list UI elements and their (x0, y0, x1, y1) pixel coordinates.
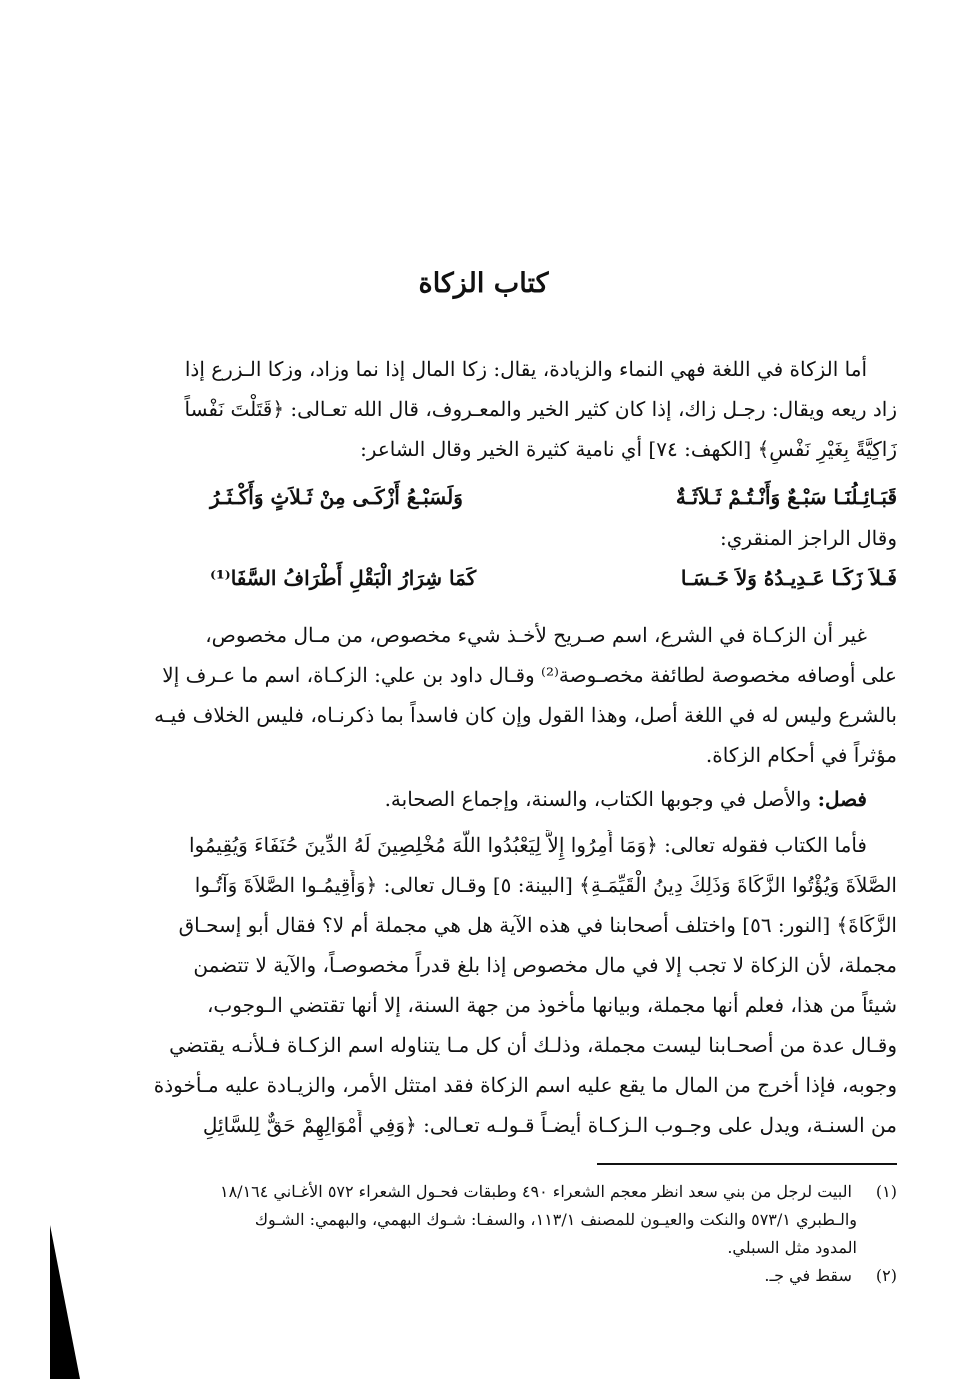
footnote-separator (597, 1163, 897, 1165)
body-line: أما الزكاة في اللغة فهي النماء والزيادة، يقال: زكا المال إذا نما وزاد، وزكا الـزرع إذا (184, 357, 867, 381)
body-line: وقال الراجز المنقري: (720, 526, 897, 550)
footnote-number: (١) (875, 1182, 897, 1201)
footnote-line: والـطبري ٥٧٣/١ والنكت والعيـون للمصنف ١١٣/١، والسفـا: شـوك البهمي، والبهمي: الشـوك (254, 1210, 857, 1229)
body-line: فأما الكتاب فقوله تعالى: ﴿وَمَا أُمِرُوا إِلاَّ لِيَعْبُدُوا اللَّهَ مُخْلِصِينَ لَهُ الدِّينَ حُنَفَاءَ وَيُقِيمُوا (188, 833, 867, 857)
footnote-line (72, 1262, 897, 1290)
footnote-text: سقط في جـ. (764, 1266, 852, 1285)
page-title: كتاب الزكاة (418, 268, 549, 299)
body-line: وجوبه، فإذا أخرج من المال ما يقع عليه اسم الزكاة فقد امتثل الأمر، والزيـادة عليه مـأخوذة (153, 1073, 897, 1097)
body-line: زَاكِيَّةً بِغَيْرِ نَفْسٍ﴾ [الكهف: ٧٤] أي نامية كثيرة الخير وقال الشاعر: (360, 437, 897, 461)
footnote-number: (٢) (875, 1266, 897, 1285)
verse-hemistich: وَلَسَبْـعُ أَزْكَـى مِنْ ثَـلاَثٍ وَأَكْـثَـرُ (210, 485, 463, 509)
body-line: شيئاً من هذا، فعلم أنها مجملة، وبيانها مأخوذ من جهة السنة، إلا أنها تقتضي الـوجوب، (206, 993, 897, 1017)
verse-hemistich: كَمَا شِرَارُ الْبَقْلِ أَطْرَافُ السَّفَا⁽¹⁾ (210, 566, 477, 590)
verse-hemistich: فَـلاَ زَكَـا عَـدِيـدُهُ وَلاَ خَـسَـا (680, 566, 897, 590)
fasl-line (72, 784, 867, 814)
fasl-text: والأصل في وجوبها الكتاب، والسنة، وإجماع الصحابة. (384, 787, 812, 811)
body-line: وقـال عدة من أصحـابنا ليست مجملة، وذلـك أن كل مـا يتناوله اسم الزكـاة فـلأنـه يقتضي (169, 1033, 897, 1057)
fasl-label: فصل: (817, 787, 867, 811)
body-line: مجملة، لأن الزكاة لا تجب إلا في مال مخصوص إذا بلغ قدراً مخصوصـاً، والآية لا تتضمن (193, 953, 897, 977)
verse-hemistich: قَبَـائِـلُنَـا سَبْـعٌ وَأَنْـتُـمْ ثَـلاَثَـةٌ (675, 485, 897, 509)
body-line: بالشرع وليس له في اللغة أصل، وهذا القول وإن كان فاسداً بما ذكرنـاه، فليس الخلاف فيـه (154, 703, 897, 727)
body-line: الصَّلاَةَ وَيُؤْتُوا الزَّكَاةَ وَذَلِكَ دِينُ الْقَيِّمَـةِ﴾ [البينة: ٥] وقـال تعالى: ﴿وَأَقِيمُـوا الصَّلاَةَ وَآتُـوا (194, 873, 897, 897)
body-line: زاد ريعه ويقال: رجـل زاك، إذا كان كثير الخير والمعـروف، قال الله تعـالى: ﴿قَتَلْتَ نَفْساً (184, 397, 897, 421)
footnote-text: البيت لرجل من بني سعد انظر معجم الشعراء ٤٩٠ وطبقات فحـول الشعراء ٥٧٢ الأغـاني ١٨/١٦٤ (219, 1182, 852, 1201)
scan-shadow (50, 1225, 80, 1379)
body-line: مؤثراً في أحكام الزكاة. (705, 743, 897, 767)
footnote-line: المدود مثل السبلي. (727, 1238, 857, 1257)
footnote-line (72, 1178, 897, 1206)
body-line: على أوصافه مخصوصة لطائفة مخصـوصة⁽²⁾ وقـال داود بن علي: الزكـاة، اسم ما عـرف إلا (162, 663, 897, 687)
body-line: الزَّكَاةَ﴾ [النور: ٥٦] واختلف أصحابنا في هذه الآية هل هي مجملة أم لا؟ فقال أبو إسحـاق (178, 913, 897, 937)
body-line: من السنـة، ويدل على وجـوب الـزكـاة أيضـاً قـولـه تعـالى: ﴿وَفِي أَمْوَالِهِمْ حَقٌّ لِلسَّائِلِ (202, 1113, 897, 1137)
body-line: غير أن الزكـاة في الشرع، اسم صـريح لأخـذ شيء مخصوص، من مـال مخصوص، (205, 623, 867, 647)
